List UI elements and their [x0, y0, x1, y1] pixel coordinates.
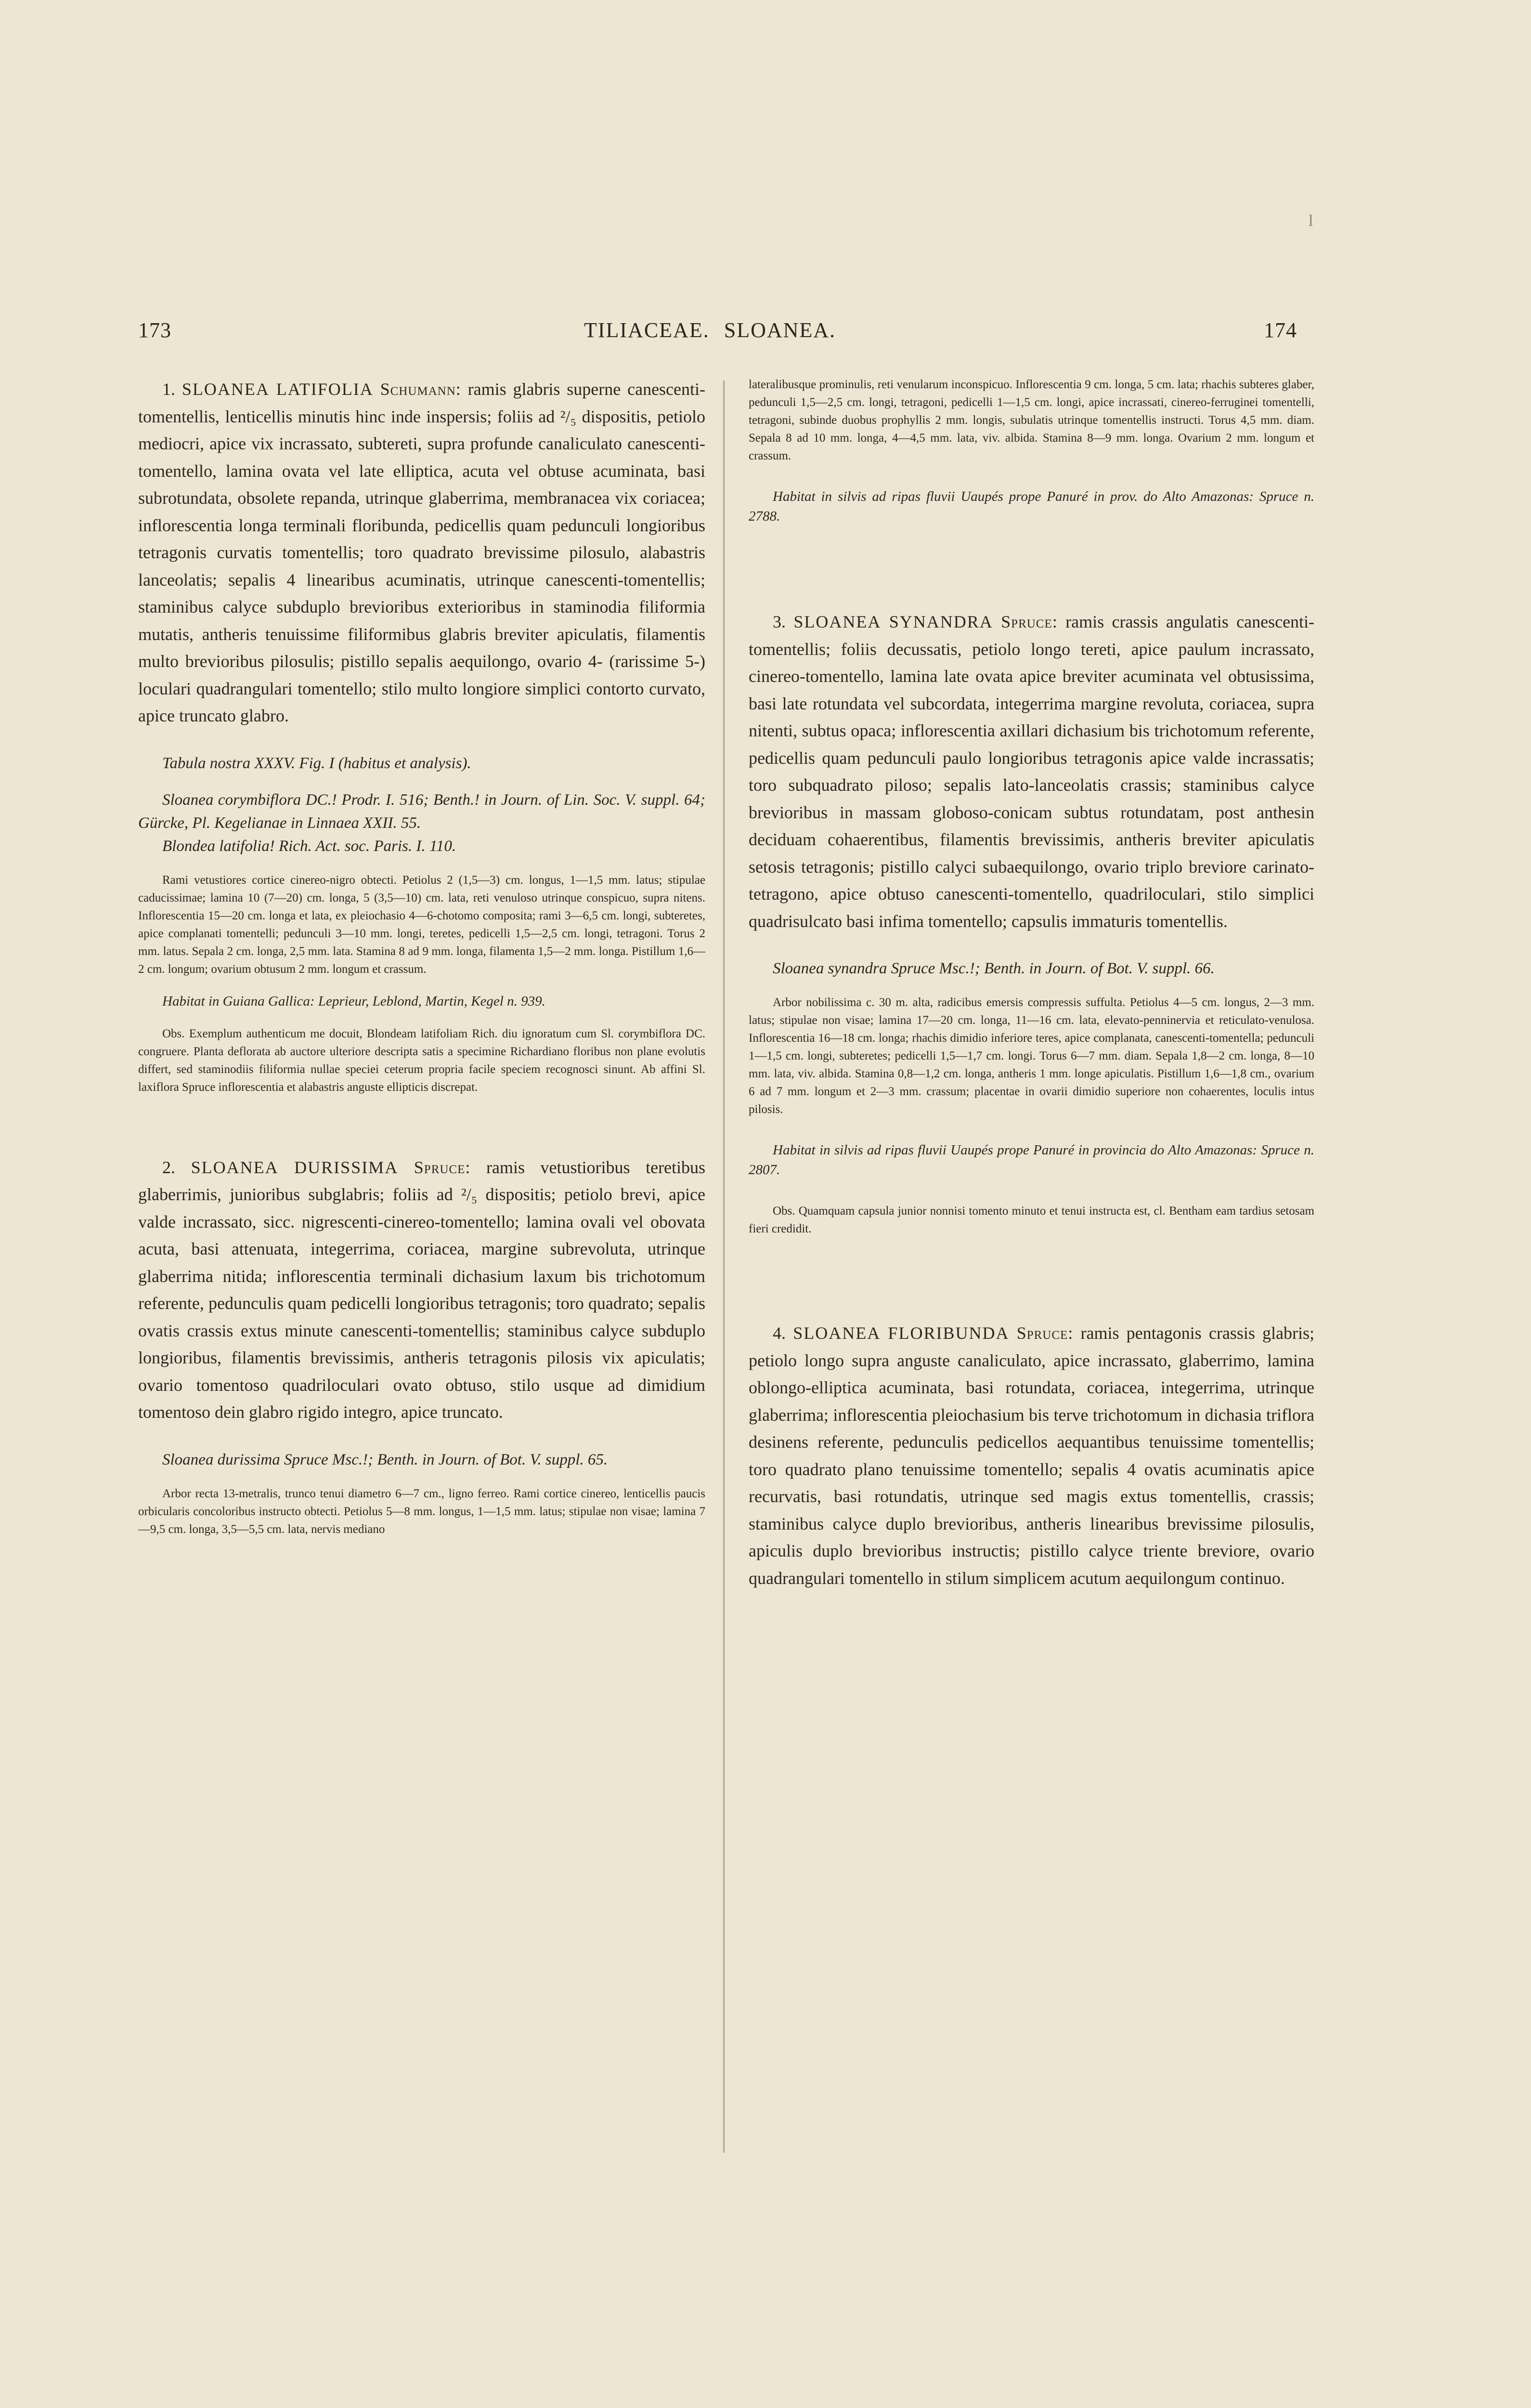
species-4-number: 4. [773, 1323, 786, 1343]
species-3-details: Arbor nobilissima c. 30 m. alta, radicibus emersis compressis suffulta. Petiolus 4—5 cm. longus, 2—3 mm. latus; stipulae non visae; lamina 17—20 cm. longa, 11—16 cm. lata, elevato-penninervia et reticulato-venulosa. Inflorescentia 16—18 cm. longa; rhachis dimidio inferiore teres, apice complanata, canescenti-tomentella; pedunculi 1—1,5 cm. longi, subteretes; pedicelli 1,5—1,7 cm. longi. Torus 6—7 mm. diam. Sepala 1,8—2 cm. longa, 8—10 mm. lata, viv. albida. Stamina 0,8—1,2 cm. longa, antheris 1 mm. longe apiculatis. Pistillum 1,6—1,8 cm., ovarium 6 ad 7 mm. longum et 2—3 mm. crassum; placentae in ovarii dimidio superiore non cohaerentes, loculis intus pilosis. [749, 996, 1314, 1116]
genus-heading: SLOANEA. [724, 318, 836, 342]
species-1-number: 1. [162, 380, 175, 399]
species-2-synonym: Sloanea durissima Spruce Msc.!; Benth. in Journ. of Bot. V. suppl. 65. [162, 1451, 608, 1468]
corner-mark: l [1309, 212, 1313, 230]
species-1-text: ramis glabris superne canescenti-tomentellis, lenticellis minutis hinc inde inspersis; foliis ad ²/₅ dispositis, petiolo mediocri, apice vix incrassato, subtereti, supra profunde canaliculato canescenti-tomentello, lamina ovata vel late elliptica, acuta vel obtuse acuminata, basi subrotundata, obsolete repanda, utrinque glaberrima, membranacea vix coriacea; inflorescentia longa terminali floribunda, pedicellis quam pedunculi longioribus tetragonis curvatis tomentellis; toro quadrato brevissime pilosulo, alabastris lanceolatis; sepalis 4 linearibus acuminatis, utrinque canescenti-tomentellis; staminibus calyce subduplo brevioribus exterioribus in staminodia filiformia mutatis, antheris tenuissime filiformibus glabris breviter apiculatis, filamentis multo brevioribus pilosulis; pistillo sepalis aequilongo, ovario 4- (rarissime 5-) loculari quadrangulari tomentello; stilo multo longiore simplici contorto curvato, apice truncato glabro. [138, 380, 706, 725]
family-heading: TILIACEAE. [584, 318, 710, 342]
species-4-name: SLOANEA FLORIBUNDA [793, 1323, 1010, 1343]
species-3-description [749, 608, 1314, 935]
species-2-name: SLOANEA DURISSIMA [191, 1157, 399, 1177]
species-4-description [749, 1320, 1314, 1592]
running-title [584, 318, 836, 342]
species-2-text: ramis vetustioribus teretibus glaberrimis, junioribus subglabris; foliis ad ²/₅ dispositis; petiolo brevi, apice valde incrassato, sicc. nigrescenti-cinereo-tomentello; lamina ovali vel obovata acuta, basi attenuata, integerrima, coriacea, margine subrevoluta, utrinque glaberrima nitida; inflorescentia terminali dichasium laxum bis trichotomum referente, pedunculis quam pedicelli longioribus tetragonis; toro quadrato; sepalis ovatis crassis extus minute canescenti-tomentellis; staminibus calyce subduplo longioribus, filamentis brevissimis, antheris tetragonis pilosis vix apiculatis; ovario tomentoso quadriloculari ovato obtuso, stilo usque ad dimidium tomentoso dein glabro rigido integro, apice truncato. [138, 1157, 706, 1422]
species-3-observation: Obs. Quamquam capsula junior nonnisi tomento minuto et tenui instructa est, cl. Bentham eam tardius setosam fieri credidit. [749, 1204, 1314, 1235]
species-1-description [138, 376, 705, 730]
species-3-name: SLOANEA SYNANDRA [793, 612, 993, 631]
species-3-synonym: Sloanea synandra Spruce Msc.!; Benth. in Journ. of Bot. V. suppl. 66. [773, 960, 1215, 977]
species-1-name: SLOANEA LATIFOLIA [182, 380, 374, 399]
species-4-text: ramis pentagonis crassis glabris; petiolo longo supra anguste canaliculato, apice incrassato, glaberrimo, lamina oblongo-elliptica acuminata, basi rotundata, coriacea, integerrima, utrinque glaberrima; inflorescentia pleiochasium bis terve trichotomum in dichasia triflora desinens referente, pedunculis pedicellos aequantibus tenuissime tomentellis; toro quadrato plano tenuissime tomentello; sepalis 4 ovatis acuminatis apice recurvatis, basi rotundatis, utrinque sed magis extus tomentellis, crassis; staminibus calyce duplo brevioribus, antheris linearibus brevissime pilosulis, apiculis duplo brevioribus instructis; pistillo calyce triente breviore, ovario quadrangulari tomentello in stilum simplicem acutum aequilongum continuo. [749, 1323, 1315, 1588]
species-2-habitat: Habitat in silvis ad ripas fluvii Uaupés prope Panuré in prov. do Alto Amazonas: Spruce n. 2788. [749, 489, 1314, 524]
species-2-author: Spruce: [414, 1157, 471, 1177]
species-2-details: Arbor recta 13-metralis, trunco tenui diametro 6—7 cm., ligno ferreo. Rami cortice cinereo, lenticellis paucis orbicularis concoloribus instructo obtecti. Petiolus 5—8 mm. longus, 1—1,5 mm. latus; stipulae non visae; lamina 7—9,5 cm. longa, 3,5—5,5 cm. lata, nervis mediano [138, 1487, 705, 1536]
species-1-author: Schumann: [380, 380, 461, 399]
species-1-observation: Obs. Exemplum authenticum me docuit, Blondeam latifoliam Rich. diu ignoratum cum Sl. corymbiflora DC. congruere. Planta deflorata ab auctore ulteriore descripta satis a specimine Richardiano floribus non plane evolutis differt, sed staminodiis filiformia nullae speciei ceterum propria facile speciem recognosci sinunt. Ab affini Sl. laxiflora Spruce inflorescentia et alabastris anguste ellipticis discrepat. [138, 1027, 705, 1094]
left-page-number: 173 [138, 318, 171, 342]
species-3-text: ramis crassis angulatis canescenti-tomentellis; foliis decussatis, petiolo longo tereti, apice paulum incrassato, cinereo-tomentello, lamina late ovata apice breviter acuminata vel obtusissima, basi late rotundata vel subcordata, integerrima margine revoluta, coriacea, supra nitenti, subtus opaca; inflorescentia axillari dichasium bis trichotomum referente, pedicellis quam pedunculi paulo longioribus tetragonis apice valde incrassatis; toro subquadrato piloso; sepalis lato-lanceolatis crassis; staminibus calyce brevioribus in massam globoso-conicam subtus rotundatam, post anthesin deciduam cohaerentibus, filamentis brevissimis, antheris breviter apiculatis setosis tetragonis; pistillo calyci subaequilongo, ovario triplo breviore carinato-tetragono, apice obtuso canescenti-tomentello, quadriloculari, stilo simplici quadrisulcato basi infima tomentello; capsulis immaturis tomentellis. [749, 612, 1315, 931]
right-column [749, 376, 1314, 1592]
species-1-synonym-1: Sloanea corymbiflora DC.! Prodr. I. 516; Benth.! in Journ. of Lin. Soc. V. suppl. 64; Gürcke, Pl. Kegelianae in Linnaea XXII. 55. [138, 791, 705, 832]
right-page-number: 174 [1264, 318, 1297, 342]
species-1-details: Rami vetustiores cortice cinereo-nigro obtecti. Petiolus 2 (1,5—3) cm. longus, 1—1,5 mm. latus; stipulae caducissimae; lamina 10 (7—20) cm. longa, 5 (3,5—10) cm. lata, reti venuloso utrinque conspicuo, supra nitens. Inflorescentia 15—20 cm. longa et lata, ex pleiochasio 4—6-chotomo composita; rami 3—6,5 cm. longi, subteretes, apice complanati tomentelli; pedunculi 3—10 mm. longi, teretes, pedicelli 1,5—2,5 cm. longi, tetragoni. Torus 2 mm. latus. Sepala 2 cm. longa, 2,5 mm. lata. Stamina 8 ad 9 mm. longa, filamenta 1,5—2 mm. longa. Pistillum 1,6—2 cm. longum; ovarium obtusum 2 mm. longum et crassum. [138, 873, 705, 976]
species-2-number: 2. [162, 1157, 175, 1177]
species-4-author: Spruce: [1016, 1323, 1074, 1343]
species-3-author: Spruce: [1001, 612, 1058, 631]
species-2-details-continued: lateralibusque prominulis, reti venularum inconspicuo. Inflorescentia 9 cm. longa, 5 cm. lata; rhachis subteres glaber, pedunculi 1,5—2,5 cm. longi, tetragoni, pedicelli 1—1,5 cm. longi, apice incrassati, cinereo-ferruginei tomentelli, tetragoni, subinde duobus prophyllis 2 mm. longis, subulatis utrinque tomentellis instructi. Torus 4,5 mm. diam. Sepala 8 ad 10 mm. longa, 4—4,5 mm. lata, viv. albida. Stamina 8—9 mm. longa. Ovarium 2 mm. longum et crassum. [749, 378, 1314, 462]
species-1-habitat: Habitat in Guiana Gallica: Leprieur, Leblond, Martin, Kegel n. 939. [162, 993, 545, 1009]
left-column [138, 376, 705, 1538]
species-3-habitat: Habitat in silvis ad ripas fluvii Uaupés prope Panuré in provincia do Alto Amazonas: Spruce n. 2807. [749, 1142, 1314, 1178]
species-1-tabula: Tabula nostra XXXV. Fig. I (habitus et analysis). [162, 754, 471, 772]
column-divider [723, 380, 725, 2153]
running-header [0, 318, 1531, 361]
species-3-number: 3. [773, 612, 786, 631]
species-2-description [138, 1154, 705, 1426]
species-1-synonym-2: Blondea latifolia! Rich. Act. soc. Paris. I. 110. [162, 837, 456, 855]
